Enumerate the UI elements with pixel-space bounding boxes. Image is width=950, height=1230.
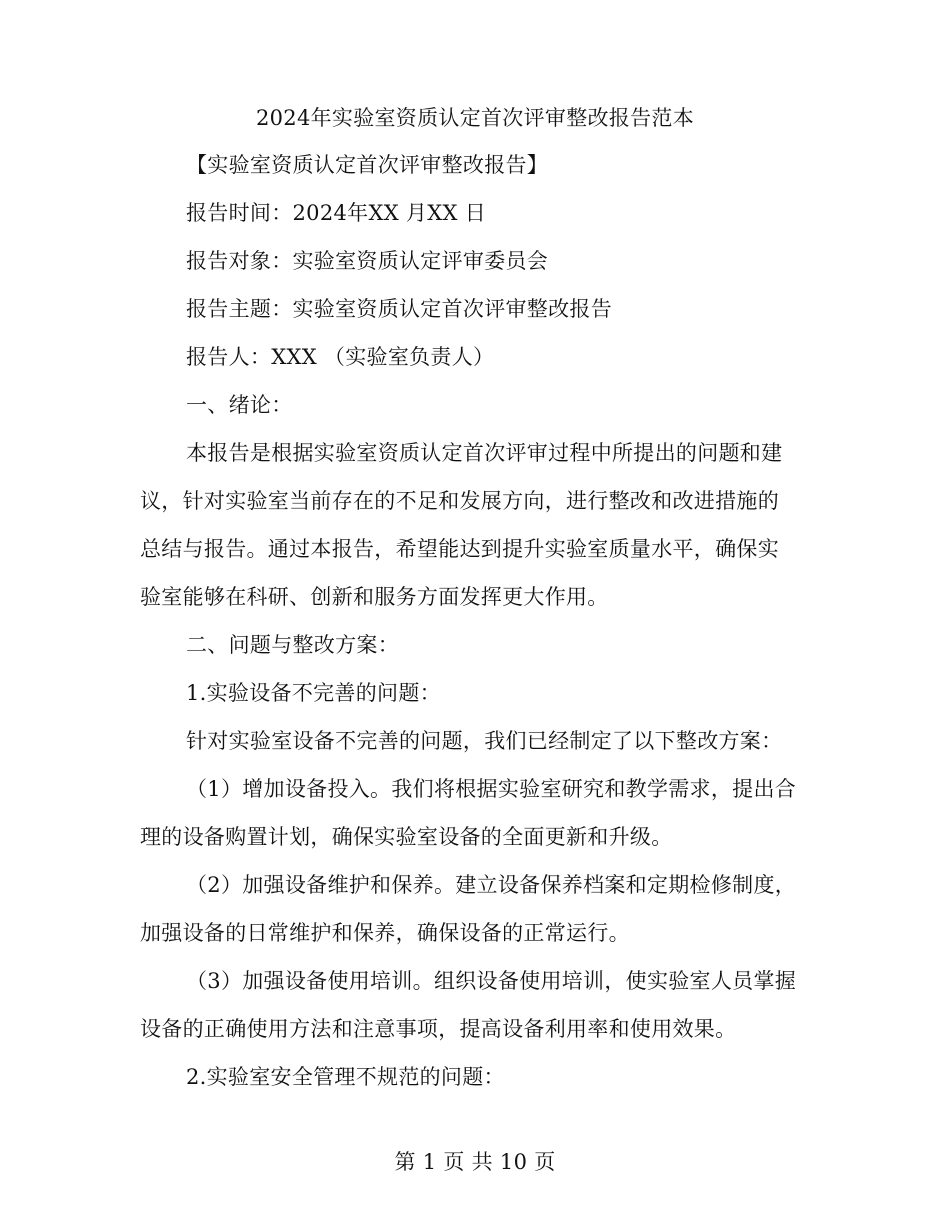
paragraph-line: 验室能够在科研、创新和服务方面发挥更大作用。 <box>140 585 609 609</box>
page-footer: 第 1 页 共 10 页 <box>394 1150 556 1174</box>
paragraph-line: 总结与报告。通过本报告，希望能达到提升实验室质量水平，确保实 <box>140 537 779 561</box>
report-time: 报告时间：2024年XX 月XX 日 <box>186 201 486 225</box>
section-heading-intro: 一、绪论： <box>186 393 293 417</box>
list-item-line: 设备的正确使用方法和注意事项，提高设备利用率和使用效果。 <box>140 1017 737 1041</box>
list-item-line: 加强设备的日常维护和保养，确保设备的正常运行。 <box>140 921 630 945</box>
report-heading: 【实验室资质认定首次评审整改报告】 <box>186 153 549 177</box>
subsection-heading: 2.实验室安全管理不规范的问题： <box>186 1065 505 1089</box>
report-subject: 报告主题：实验室资质认定首次评审整改报告 <box>186 297 612 321</box>
subsection-heading: 1.实验设备不完善的问题： <box>186 681 441 705</box>
paragraph-line: 议，针对实验室当前存在的不足和发展方向，进行整改和改进措施的 <box>140 489 779 513</box>
report-author: 报告人：XXX （实验室负责人） <box>186 345 495 369</box>
list-item-line: （1）增加设备投入。我们将根据实验室研究和教学需求，提出合 <box>186 777 797 801</box>
list-item-line: 理的设备购置计划，确保实验室设备的全面更新和升级。 <box>140 825 673 849</box>
list-item-line: （2）加强设备维护和保养。建立设备保养档案和定期检修制度， <box>186 873 797 897</box>
document-title: 2024年实验室资质认定首次评审整改报告范本 <box>255 106 695 130</box>
section-heading-issues: 二、问题与整改方案： <box>186 633 399 657</box>
list-item-line: （3）加强设备使用培训。组织设备使用培训，使实验室人员掌握 <box>186 969 797 993</box>
report-recipient: 报告对象：实验室资质认定评审委员会 <box>186 249 549 273</box>
paragraph-line: 本报告是根据实验室资质认定首次评审过程中所提出的问题和建 <box>186 441 783 465</box>
paragraph-line: 针对实验室设备不完善的问题，我们已经制定了以下整改方案： <box>186 729 783 753</box>
